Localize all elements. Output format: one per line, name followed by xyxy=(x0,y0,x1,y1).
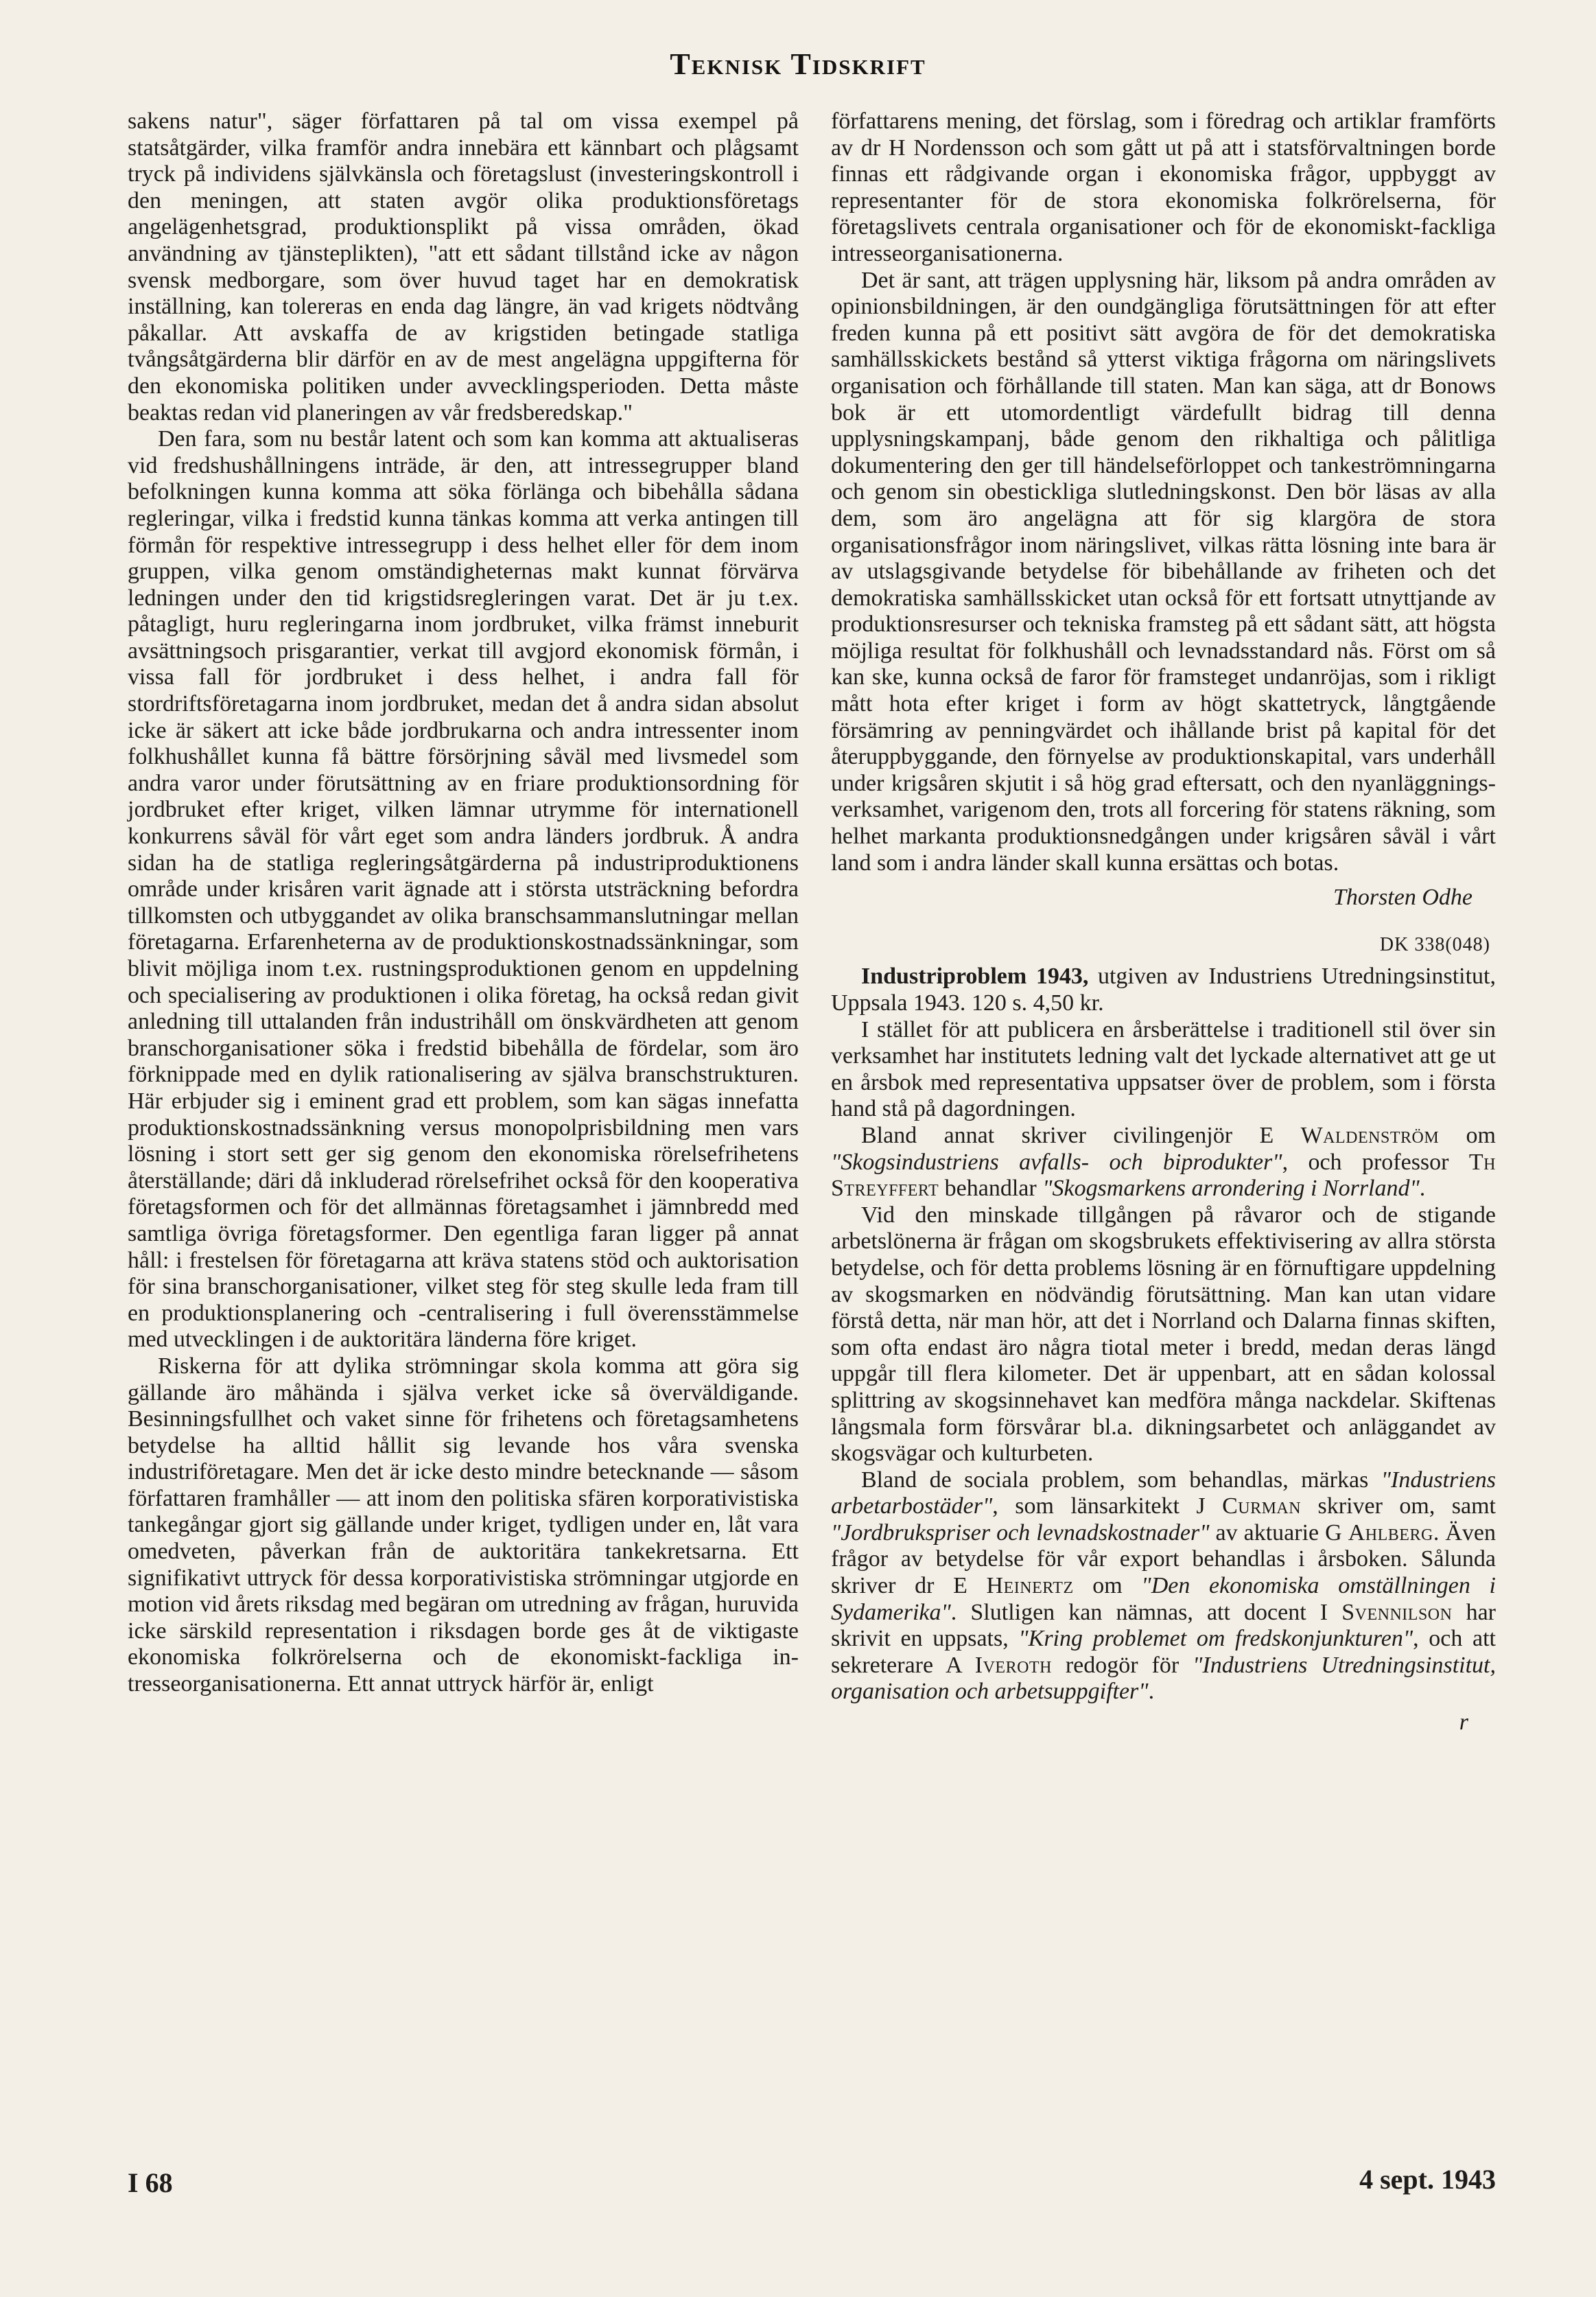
review-publication: utgiven av Industriens Utredningsinstitut, Uppsala 1943. 120 s. 4,50 kr. xyxy=(831,964,1496,1016)
paragraph: Det är sant, att trägen upplysning här, liksom på andra områden av opinionsbildningen, är den oundgängliga förutsättningen för att efter freden kunna på ett positivt sätt avgöra de för det demokratiska samhällsskickets bestånd så ytterst viktiga frågorna om näringslivets organisation och förhållande till staten. Man kan säga, att dr Bonows bok är ett utomordentligt värdefullt bidrag till denna upplysningskampanj, både genom den rikhaltiga och pålitliga dokumentering den ger till händelseförloppet och tankeströmningarna och genom sin obestickliga slutledningskonst. Den bör läsas av alla dem, som äro angelägna att för sig klargöra de stora organisationsfrågor inom näringslivet, vilkas rätta lösning inte bara är av utslagsgivande betydelse för bibehållande av friheten och det demokratiska samhällsskicket utan också för ett fortsatt utnyttjande av produktionsresurser och tekniska framsteg på ett sådant sätt, att högsta möjliga resultat för folkhushåll och levnadsstandard nås. Först om så kan ske, kunna också de faror för framsteget undanröjas, som i rikligt mått hota efter kriget i form av högt skattetryck, långtgående försämring av penningvärdet och ihållande brist på kapital för det återuppbyggande, den förnyelse av produktionskapital, vars underhåll under krigsåren skjutit i så hög grad eftersatt, och den nyanläggningsverksamhet, varigenom den, trots all forcering för statens räkning, som helhet markanta produktionsnedgången under krigsåren såväl i vårt land som i andra länder skall kunna ersättas och botas. xyxy=(831,267,1496,876)
issue-date: 4 sept. 1943 xyxy=(1359,2164,1496,2195)
article-title: "Kring problemet om fredskonjunkturen" xyxy=(1018,1626,1413,1652)
paragraph: författarens mening, det förslag, som i föredrag och artiklar framförts av dr H Nordensson och som gått ut på att i statsförvaltningen borde finnas ett rådgivande organ i ekonomiska frågor, uppbyggt av representanter för de stora ekonomiska folkrörelserna, för företagslivets centrala organisationer och för de ekonomiskt-fackliga intresseorganisationerna. xyxy=(831,108,1496,266)
page-number: I 68 xyxy=(128,2167,173,2198)
reviewer-mark: r xyxy=(1459,1710,1468,1736)
article-title: "Industriens Utredningsinstitut, organisation och arbetsuppgifter" xyxy=(831,1652,1496,1705)
paragraph: Bland annat skriver civilingenjör E Waldenström om "Skogsindustriens avfalls- och biprodukter", och professor Th Streyffert behandlar "Skogsmarkens arrondering i Norrland". xyxy=(831,1122,1496,1202)
person-name: Svennilson xyxy=(1341,1599,1453,1625)
article-title: "Jordbrukspriser och levnadskostnader" xyxy=(831,1519,1210,1546)
review-title: Industriproblem 1943, xyxy=(861,964,1089,990)
paragraph: Bland de sociala problem, som behandlas, märkas "Industriens arbetarbostäder", som länsarkitekt J Curman skriver om, samt "Jordbrukspriser och levnadskostnader" av aktuarie G Ahlberg. Även frågor av betydelse för vår export behandlas i årsboken. Sålunda skriver dr E Heinertz om "Den ekonomiska omställningen i Sydamerika". Slutligen kan nämnas, att docent I Svennilson har skrivit en uppsats, "Kring problemet om fredskonjunkturen", och att sekreterare A Iveroth redogör för "Industriens Utredningsinstitut, organisation och arbetsuppgifter". xyxy=(831,1467,1496,1705)
person-name: Iveroth xyxy=(974,1652,1052,1678)
article-title: "Den ekonomiska omställningen i Sydamerika" xyxy=(831,1573,1496,1625)
review-header xyxy=(831,964,1496,1016)
person-name: Waldenström xyxy=(1300,1122,1440,1148)
right-column xyxy=(831,108,1496,1736)
paragraph: Vid den minskade tillgången på råvaror och de stigande arbetslönerna är frågan om skogsbrukets effektivisering av allra största betydelse, och för detta problems lösning är en förnuftigare uppdelning av skogsmarken en nödvändig förutsättning. Man kan utan vidare förstå detta, när man hör, att det i Norrland och Dalarna finnas skiften, som ofta endast äro några tiotal meter i bredd, medan deras längd uppgår till flera kilometer. Det är uppenbart, att en sådan kolossal splittring av skogsinnehavet kan medföra många nackdelar. Skiftenas långsmala form försvårar bl.a. dikningsarbetet och anläggandet av skogsvägar och kulturbeten. xyxy=(831,1202,1496,1467)
article-title: "Industriens arbetarbostäder" xyxy=(831,1467,1496,1519)
left-column xyxy=(128,108,799,1698)
person-name: Curman xyxy=(1222,1493,1302,1519)
article-title: "Skogsindustriens avfalls- och biprodukter" xyxy=(831,1149,1282,1175)
person-name: Th Streyffert xyxy=(831,1149,1496,1202)
journal-title: Teknisk Tidskrift xyxy=(670,47,926,81)
article-title: "Skogsmarkens arrondering i Norrland" xyxy=(1042,1176,1420,1202)
person-name: Ahlberg xyxy=(1348,1519,1433,1546)
paragraph: Den fara, som nu består latent och som kan komma att aktualiseras vid fredshushållningens inträde, är den, att intressegrupper bland befolkningen kunna komma att söka förlänga och bibehålla sådana regleringar, vilka i fredstid kunna tänkas komma att verka antingen till förmån för respektive intressegrupp i dess helhet eller för dem inom gruppen, vilka genom omständigheternas makt kunnat förvärva ledningen under den tid krigstidsregleringen varat. Det är ju t.ex. påtagligt, huru regleringarna inom jordbruket, vilka främst inneburit avsättningsoch prisgarantier, verkat till avgjord ekonomisk förmån, i vissa fall för jordbruket i dess helhet, i andra fall för stordriftsföretagarna inom jordbruket, medan det å andra sidan absolut icke är säkert att icke både jordbrukarna och andra intressenter inom folkhushållet kunna få bättre försörjning såväl med livsmedel som andra varor under förutsättning av en friare produktionsordning för jordbruket efter kriget, vilken lämnar utrymme för internationell konkurrens såväl för vårt eget som andra länders jordbruk. Å andra sidan ha de statliga regleringsåtgärderna på industriproduktionens område under krisåren varit ägnade att i största utsträckning befordra tillkomsten och utbyggandet av olika branschsammanslutningar mellan företagarna. Erfarenheterna av de produktionskostnadssänkningar, som blivit möjliga inom t.ex. rustningsproduktionen genom en uppdelning och specialisering av produktionen i olika företag, ha också redan givit anledning till uttalanden från industrihåll om önskvärdheten att genom branschorganisationer söka i fredstid bibehålla de fördelar, som äro förknippade med en dylik rationalisering av själva branschstrukturen. Här erbjuder sig i eminent grad ett problem, som kan sägas innefatta produktionskostnadssänkning versus monopolprisbildning men vars lösning i stort sett ger sig genom den ekonomiska rörelsefrihetens återställande; däri då inkluderad rörelsefrihet också för den kooperativa företagsformen och för det allmännas företagsamhet i jämnbredd med samtliga övriga företagsformer. Den egentliga faran ligger på annat håll: i frestelsen för företagarna att kräva statens stöd och auktorisation för sina branschorganisationer, vilket steg för steg skulle leda fram till en produktionsplanering och -centralisering i full överensstämmelse med utvecklingen i de auktoritära länderna före kriget. xyxy=(128,426,799,1353)
person-name: Heinertz xyxy=(986,1573,1074,1599)
paragraph: Riskerna för att dylika strömningar skola komma att göra sig gällande äro måhända i själva verket icke så överväldigande. Besinningsfullhet och vaket sinne för frihetens och företagsamhetens betydelse ha alltid hållit sig levande hos våra svenska industriföretagare. Men det är icke desto mindre betecknande — såsom författaren framhåller — att inom den politiska sfären korporativistiska tankegångar gjort sig gällande under kriget, tydligen under en, låt vara omedveten, påverkan från de auktoritära tankekretsarna. Ett signifikativt uttryck för dessa korporativistiska strömningar utgjorde en motion vid årets riksdag med begäran om utredning av frågan, huruvida icke särskild representation i riksdagen borde ges åt de viktigaste ekonomiska folkrörelserna och de ekonomiskt-fackliga intresseorganisationerna. Ett annat uttryck härför är, enligt xyxy=(128,1353,799,1697)
author-signature: Thorsten Odhe xyxy=(1333,885,1472,911)
dk-classification: DK 338(048) xyxy=(1379,933,1490,955)
paragraph: sakens natur", säger författaren på tal om vissa exempel på statsåtgärder, vilka framför andra innebära ett kännbart och plågsamt tryck på individens självkänsla och företagslust (investeringskontroll i den meningen, att staten avgör olika produktionsföretags angelägenhetsgrad, produktionsplikt på vissa områden, ökad användning av tjänsteplikten), "att ett sådant tillstånd icke av någon svensk medborgare, som över huvud taget har en demokratisk inställning, kan tolereras en enda dag längre, än vad krigets nödtvång påkallar. Att avskaffa de av krigstiden betingade statliga tvångsåtgärderna blir därför en av de mest angelägna uppgifterna för den ekonomiska politiken under avvecklingsperioden. Detta måste beaktas redan vid planeringen av vår fredsberedskap." xyxy=(128,108,799,425)
paragraph: I stället för att publicera en årsberättelse i traditionell stil över sin verksamhet har institutets ledning valt det lyckade alternativet att ge ut en årsbok med representativa uppsatser över de problem, som i första hand stå på dagordningen. xyxy=(831,1016,1496,1122)
